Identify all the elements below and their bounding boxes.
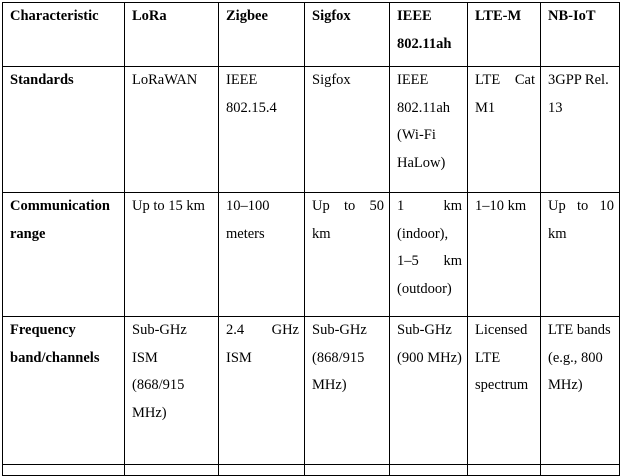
cell-standards-sigfox: Sigfox: [305, 67, 390, 193]
cell-standards-nb-iot: 3GPP Rel. 13: [541, 67, 620, 193]
header-cell-nb-iot: NB-IoT: [541, 3, 620, 67]
row-label-frequency-band: Frequency band/channels: [3, 317, 125, 465]
cell-range-nb-iot: Up to 10 km: [541, 193, 620, 317]
cell-range-sigfox: Up to 50 km: [305, 193, 390, 317]
row-label-standards: Standards: [3, 67, 125, 193]
header-cell-characteristic: Characteristic: [3, 3, 125, 67]
header-cell-lora: LoRa: [125, 3, 219, 67]
cell-range-ieee-802-11ah: 1 km (indoor), 1–5 km (outdoor): [390, 193, 468, 317]
cell-standards-lte-m: LTE Cat M1: [468, 67, 541, 193]
header-cell-zigbee: Zigbee: [219, 3, 305, 67]
cell-freq-nb-iot: LTE bands (e.g., 800 MHz): [541, 317, 620, 465]
cell-standards-zigbee: IEEE 802.15.4: [219, 67, 305, 193]
cell-range-lte-m: 1–10 km: [468, 193, 541, 317]
table-row-frequency-band: [3, 317, 620, 465]
row-label-communication-range: Communication range: [3, 193, 125, 317]
header-cell-sigfox: Sigfox: [305, 3, 390, 67]
header-row: [3, 3, 620, 67]
table-row-communication-range: [3, 193, 620, 317]
comparison-table: [2, 2, 620, 476]
cell-range-zigbee: 10–100 meters: [219, 193, 305, 317]
cell-freq-lora: Sub-GHz ISM (868/915 MHz): [125, 317, 219, 465]
cell-standards-lora: LoRaWAN: [125, 67, 219, 193]
cell-freq-zigbee: 2.4 GHz ISM: [219, 317, 305, 465]
header-cell-ieee-802-11ah: IEEE 802.11ah: [390, 3, 468, 67]
cell-freq-lte-m: Licensed LTE spectrum: [468, 317, 541, 465]
cell-range-lora: Up to 15 km: [125, 193, 219, 317]
header-cell-lte-m: LTE-M: [468, 3, 541, 67]
cell-standards-ieee-802-11ah: IEEE 802.11ah (Wi-Fi HaLow): [390, 67, 468, 193]
table-row-standards: [3, 67, 620, 193]
cell-freq-sigfox: Sub-GHz (868/915 MHz): [305, 317, 390, 465]
cell-freq-ieee-802-11ah: Sub-GHz (900 MHz): [390, 317, 468, 465]
